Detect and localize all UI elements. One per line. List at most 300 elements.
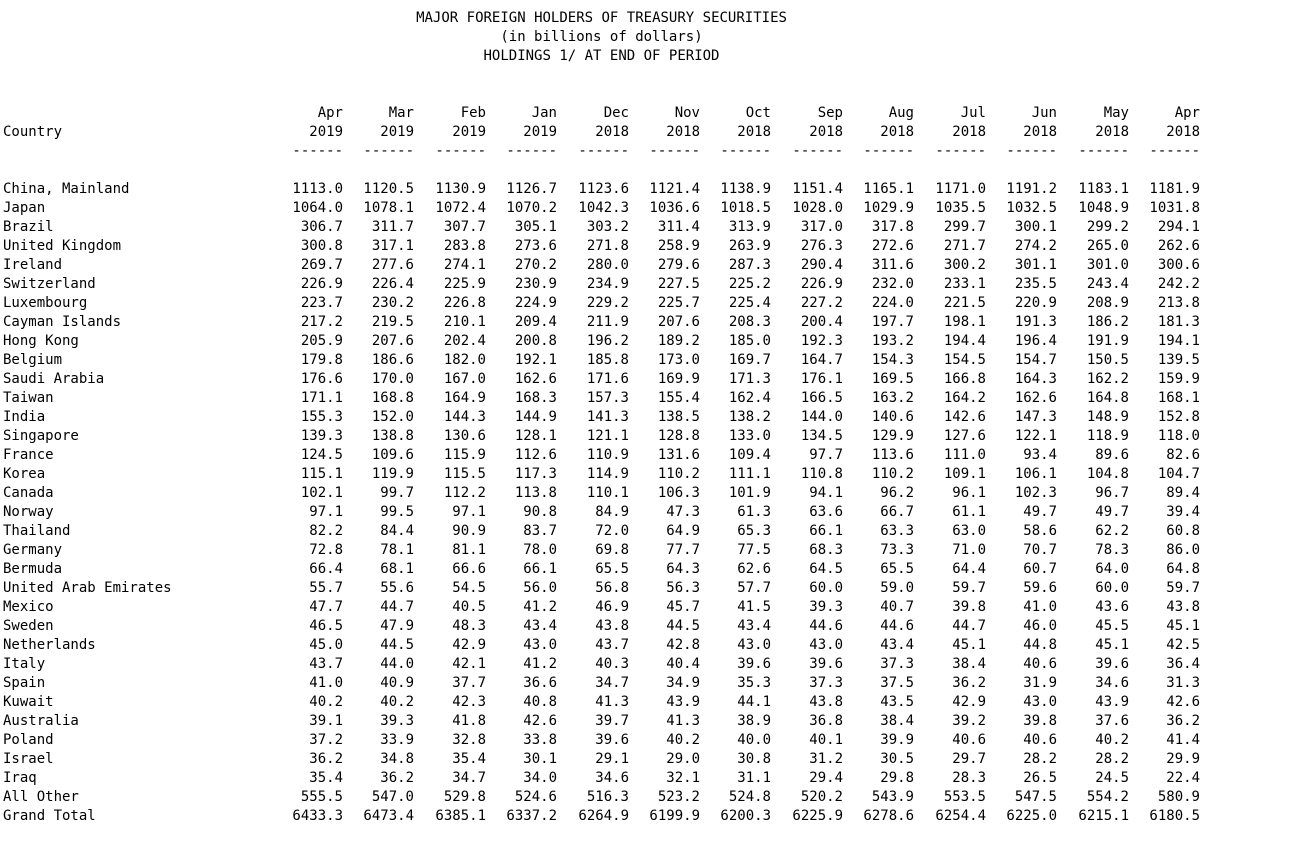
holding-value: 168.8 [371,390,414,406]
holding-value: 43.8 [1166,599,1200,615]
holding-value: 64.3 [666,561,700,577]
holding-value: 40.7 [880,599,914,615]
holding-value: 38.4 [880,713,914,729]
holding-value: 40.5 [452,599,486,615]
holding-value: 73.3 [880,542,914,558]
country-name: China, Mainland [3,181,130,197]
holding-value: 186.6 [371,352,414,368]
holding-value: 1048.9 [1078,200,1129,216]
column-header-year: 2018 [666,124,700,140]
table-row [0,636,1311,655]
holding-value: 77.5 [737,542,771,558]
holding-value: 29.9 [1166,751,1200,767]
holding-value: 40.2 [309,694,343,710]
holding-value: 81.1 [452,542,486,558]
holding-value: 66.6 [452,561,486,577]
holding-value: 63.3 [880,523,914,539]
holding-value: 84.9 [595,504,629,520]
holding-value: 47.3 [666,504,700,520]
holding-value: 154.5 [943,352,986,368]
holding-value: 262.6 [1157,238,1200,254]
holding-value: 64.9 [666,523,700,539]
header-month-row [0,104,1311,123]
holding-value: 210.1 [443,314,486,330]
holding-value: 1035.5 [935,200,986,216]
holding-value: 213.8 [1157,295,1200,311]
holding-value: 167.0 [443,371,486,387]
holding-value: 1183.1 [1078,181,1129,197]
holding-value: 243.4 [1086,276,1129,292]
holding-value: 150.5 [1086,352,1129,368]
holding-value: 554.2 [1086,789,1129,805]
holding-value: 159.9 [1157,371,1200,387]
holding-value: 274.2 [1014,238,1057,254]
country-name: Israel [3,751,54,767]
holding-value: 1123.6 [578,181,629,197]
holdings-table-body [0,180,1311,826]
holding-value: 134.5 [800,428,843,444]
column-header-year: 2019 [452,124,486,140]
holding-value: 35.4 [309,770,343,786]
country-name: Cayman Islands [3,314,122,330]
holding-value: 39.6 [809,656,843,672]
holding-value: 191.3 [1014,314,1057,330]
holding-value: 29.1 [595,751,629,767]
table-row [0,427,1311,446]
holding-value: 127.6 [943,428,986,444]
holding-value: 66.4 [309,561,343,577]
holding-value: 191.9 [1086,333,1129,349]
holding-value: 110.2 [871,466,914,482]
holding-value: 42.6 [523,713,557,729]
holding-value: 6278.6 [863,808,914,824]
holding-value: 31.2 [809,751,843,767]
country-name: Singapore [3,428,79,444]
holding-value: 6200.3 [720,808,771,824]
country-name: Mexico [3,599,54,615]
holding-value: 1191.2 [1006,181,1057,197]
holding-value: 290.4 [800,257,843,273]
holding-value: 41.8 [452,713,486,729]
holding-value: 189.2 [657,333,700,349]
holding-value: 64.4 [952,561,986,577]
column-separator: ------ [506,143,557,159]
holding-value: 29.0 [666,751,700,767]
column-header-year: 2018 [952,124,986,140]
country-name: Belgium [3,352,63,368]
holding-value: 99.5 [380,504,414,520]
column-header-year: 2018 [737,124,771,140]
holding-value: 43.4 [737,618,771,634]
column-header-year: 2019 [523,124,557,140]
holding-value: 40.1 [809,732,843,748]
holding-value: 34.9 [666,675,700,691]
holding-value: 157.3 [586,390,629,406]
holding-value: 117.3 [514,466,557,482]
holding-value: 226.9 [300,276,343,292]
holding-value: 106.1 [1014,466,1057,482]
holding-value: 59.7 [952,580,986,596]
holding-value: 28.2 [1023,751,1057,767]
country-name: Luxembourg [3,295,88,311]
holding-value: 42.9 [952,694,986,710]
holding-value: 311.7 [371,219,414,235]
column-header-month: Sep [817,105,843,121]
holding-value: 40.0 [737,732,771,748]
holding-value: 43.9 [666,694,700,710]
country-name: Japan [3,200,46,216]
table-row [0,674,1311,693]
holding-value: 227.2 [800,295,843,311]
holding-value: 301.0 [1086,257,1129,273]
holding-value: 35.3 [737,675,771,691]
holding-value: 1126.7 [506,181,557,197]
country-name: Sweden [3,618,54,634]
holding-value: 300.1 [1014,219,1057,235]
holding-value: 78.0 [523,542,557,558]
holding-value: 54.5 [452,580,486,596]
holding-value: 109.6 [371,447,414,463]
holding-value: 226.8 [443,295,486,311]
holding-value: 59.0 [880,580,914,596]
table-row [0,294,1311,313]
holding-value: 524.6 [514,789,557,805]
holding-value: 154.7 [1014,352,1057,368]
holding-value: 44.0 [380,656,414,672]
holding-value: 230.2 [371,295,414,311]
holding-value: 39.3 [380,713,414,729]
holding-value: 37.3 [809,675,843,691]
holding-value: 271.7 [943,238,986,254]
holding-value: 543.9 [871,789,914,805]
holding-value: 553.5 [943,789,986,805]
holding-value: 171.1 [300,390,343,406]
holding-value: 114.9 [586,466,629,482]
holding-value: 129.9 [871,428,914,444]
country-name: United Arab Emirates [3,580,172,596]
holding-value: 97.1 [452,504,486,520]
holding-value: 169.7 [728,352,771,368]
holding-value: 154.3 [871,352,914,368]
holding-value: 311.4 [657,219,700,235]
holding-value: 300.6 [1157,257,1200,273]
holding-value: 217.2 [300,314,343,330]
holding-value: 38.4 [952,656,986,672]
holding-value: 45.7 [666,599,700,615]
country-name: United Kingdom [3,238,122,254]
holding-value: 55.6 [380,580,414,596]
column-header-month: Feb [460,105,486,121]
holding-value: 39.8 [1023,713,1057,729]
holding-value: 200.4 [800,314,843,330]
country-name: Saudi Arabia [3,371,105,387]
holding-value: 63.6 [809,504,843,520]
holding-value: 128.8 [657,428,700,444]
holding-value: 68.3 [809,542,843,558]
table-row [0,807,1311,826]
table-row [0,598,1311,617]
table-row [0,503,1311,522]
holding-value: 43.9 [1095,694,1129,710]
holding-value: 303.2 [586,219,629,235]
holding-value: 42.5 [1166,637,1200,653]
holding-value: 1029.9 [863,200,914,216]
holding-value: 176.1 [800,371,843,387]
holding-value: 82.6 [1166,447,1200,463]
holding-value: 41.2 [523,599,557,615]
holding-value: 144.9 [514,409,557,425]
holding-value: 32.8 [452,732,486,748]
holding-value: 111.0 [943,447,986,463]
holding-value: 110.1 [586,485,629,501]
column-header-month: Nov [674,105,700,121]
holding-value: 307.7 [443,219,486,235]
holding-value: 102.3 [1014,485,1057,501]
country-name: Switzerland [3,276,96,292]
holding-value: 263.9 [728,238,771,254]
table-row [0,218,1311,237]
holding-value: 166.5 [800,390,843,406]
country-name: Iraq [3,770,37,786]
holding-value: 152.0 [371,409,414,425]
holding-value: 34.8 [380,751,414,767]
country-name: Spain [3,675,46,691]
holding-value: 56.8 [595,580,629,596]
holding-value: 60.0 [1095,580,1129,596]
holding-value: 30.1 [523,751,557,767]
holding-value: 164.2 [943,390,986,406]
holding-value: 77.7 [666,542,700,558]
holding-value: 42.3 [452,694,486,710]
holding-value: 6385.1 [435,808,486,824]
holding-value: 301.1 [1014,257,1057,273]
holding-value: 232.0 [871,276,914,292]
holding-value: 207.6 [657,314,700,330]
country-name: Grand Total [3,808,96,824]
holding-value: 163.2 [871,390,914,406]
holding-value: 34.6 [595,770,629,786]
column-separator: ------ [720,143,771,159]
holding-value: 56.3 [666,580,700,596]
holding-value: 43.0 [737,637,771,653]
holding-value: 179.8 [300,352,343,368]
holding-value: 39.6 [737,656,771,672]
holding-value: 99.7 [380,485,414,501]
holding-value: 6199.9 [649,808,700,824]
holding-value: 49.7 [1095,504,1129,520]
column-separator: ------ [578,143,629,159]
holding-value: 34.7 [452,770,486,786]
holding-value: 62.2 [1095,523,1129,539]
holding-value: 34.0 [523,770,557,786]
holding-value: 43.0 [809,637,843,653]
holding-value: 40.6 [952,732,986,748]
holding-value: 138.2 [728,409,771,425]
column-header-year: 2018 [1023,124,1057,140]
table-row [0,332,1311,351]
holding-value: 274.1 [443,257,486,273]
holding-value: 1120.5 [363,181,414,197]
table-row [0,560,1311,579]
holding-value: 1130.9 [435,181,486,197]
holding-value: 45.1 [952,637,986,653]
holding-value: 37.7 [452,675,486,691]
holding-value: 276.3 [800,238,843,254]
country-name: Canada [3,485,54,501]
holding-value: 113.8 [514,485,557,501]
holding-value: 39.4 [1166,504,1200,520]
holding-value: 45.1 [1095,637,1129,653]
holding-value: 283.8 [443,238,486,254]
holding-value: 41.3 [595,694,629,710]
holding-value: 131.6 [657,447,700,463]
holding-value: 233.1 [943,276,986,292]
column-separator: ------ [649,143,700,159]
holding-value: 6254.4 [935,808,986,824]
column-separator: ------ [435,143,486,159]
table-row [0,408,1311,427]
country-name: Brazil [3,219,54,235]
holding-value: 94.1 [809,485,843,501]
holding-value: 97.7 [809,447,843,463]
table-row [0,446,1311,465]
holding-value: 36.6 [523,675,557,691]
holding-value: 122.1 [1014,428,1057,444]
table-row [0,731,1311,750]
holding-value: 166.8 [943,371,986,387]
holding-value: 42.6 [1166,694,1200,710]
holding-value: 65.3 [737,523,771,539]
column-header-month: Jun [1031,105,1057,121]
holding-value: 221.5 [943,295,986,311]
holding-value: 1113.0 [292,181,343,197]
holding-value: 43.0 [1023,694,1057,710]
report-title-line-1: MAJOR FOREIGN HOLDERS OF TREASURY SECURITIES [416,10,787,26]
holding-value: 26.5 [1023,770,1057,786]
holding-value: 209.4 [514,314,557,330]
holding-value: 192.3 [800,333,843,349]
table-row [0,693,1311,712]
country-name: Bermuda [3,561,63,577]
holding-value: 1072.4 [435,200,486,216]
holding-value: 44.7 [952,618,986,634]
holding-value: 118.9 [1086,428,1129,444]
table-row [0,199,1311,218]
holding-value: 60.8 [1166,523,1200,539]
table-row [0,484,1311,503]
holding-value: 63.0 [952,523,986,539]
holding-value: 66.7 [880,504,914,520]
column-header-year: 2018 [1095,124,1129,140]
holding-value: 279.6 [657,257,700,273]
holding-value: 192.1 [514,352,557,368]
holding-value: 152.8 [1157,409,1200,425]
holding-value: 139.3 [300,428,343,444]
holding-value: 162.6 [514,371,557,387]
column-separator: ------ [1078,143,1129,159]
holding-value: 72.0 [595,523,629,539]
holding-value: 225.7 [657,295,700,311]
table-row [0,788,1311,807]
column-header-year: 2019 [309,124,343,140]
holding-value: 547.0 [371,789,414,805]
holding-value: 44.5 [380,637,414,653]
holding-value: 185.8 [586,352,629,368]
table-row [0,237,1311,256]
holding-value: 39.3 [809,599,843,615]
holding-value: 37.6 [1095,713,1129,729]
holding-value: 193.2 [871,333,914,349]
holding-value: 317.8 [871,219,914,235]
holding-value: 45.5 [1095,618,1129,634]
holding-value: 196.2 [586,333,629,349]
holding-value: 90.8 [523,504,557,520]
holding-value: 64.5 [809,561,843,577]
header-separator-row [0,142,1311,161]
holding-value: 524.8 [728,789,771,805]
column-header-year: 2018 [809,124,843,140]
holding-value: 280.0 [586,257,629,273]
holding-value: 200.8 [514,333,557,349]
holding-value: 6433.3 [292,808,343,824]
holding-value: 104.7 [1157,466,1200,482]
table-row [0,275,1311,294]
holding-value: 299.7 [943,219,986,235]
holding-value: 144.0 [800,409,843,425]
holding-value: 36.8 [809,713,843,729]
holding-value: 113.6 [871,447,914,463]
holding-value: 29.4 [809,770,843,786]
holding-value: 39.7 [595,713,629,729]
column-separator: ------ [1006,143,1057,159]
holding-value: 226.9 [800,276,843,292]
holding-value: 39.6 [595,732,629,748]
holding-value: 115.5 [443,466,486,482]
holding-value: 56.0 [523,580,557,596]
holding-value: 128.1 [514,428,557,444]
holding-value: 224.9 [514,295,557,311]
holding-value: 242.2 [1157,276,1200,292]
holding-value: 162.6 [1014,390,1057,406]
holding-value: 28.3 [952,770,986,786]
country-name: Poland [3,732,54,748]
holding-value: 6225.9 [792,808,843,824]
holding-value: 186.2 [1086,314,1129,330]
country-name: Netherlands [3,637,96,653]
country-name: Norway [3,504,54,520]
holding-value: 121.1 [586,428,629,444]
holding-value: 40.4 [666,656,700,672]
country-name: All Other [3,789,79,805]
column-header-year: 2018 [880,124,914,140]
column-header-month: Aug [888,105,914,121]
report-title-line-2: (in billions of dollars) [500,29,703,45]
holding-value: 32.1 [666,770,700,786]
holding-value: 40.2 [666,732,700,748]
holding-value: 1042.3 [578,200,629,216]
column-separator: ------ [935,143,986,159]
holding-value: 34.6 [1095,675,1129,691]
holding-value: 96.2 [880,485,914,501]
holding-value: 305.1 [514,219,557,235]
holding-value: 30.5 [880,751,914,767]
holding-value: 176.6 [300,371,343,387]
holding-value: 138.8 [371,428,414,444]
holding-value: 39.9 [880,732,914,748]
holding-value: 66.1 [523,561,557,577]
holding-value: 42.8 [666,637,700,653]
holding-value: 144.3 [443,409,486,425]
